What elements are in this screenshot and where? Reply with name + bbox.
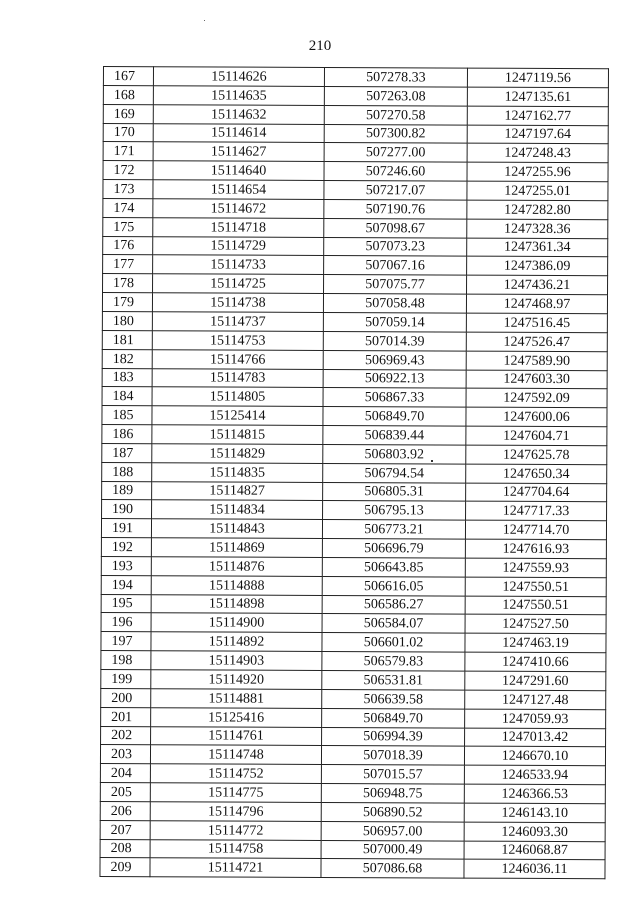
table-row [101, 707, 606, 728]
table-row [101, 594, 606, 615]
point-id-cell: 15114729 [153, 236, 324, 256]
y-coordinate-cell: 1247550.51 [465, 577, 606, 596]
x-coordinate-cell: 507059.14 [323, 312, 466, 331]
x-coordinate-cell: 506948.75 [321, 784, 464, 803]
row-number-cell: 205 [100, 783, 150, 802]
y-coordinate-cell: 1247550.51 [465, 596, 606, 615]
table-row [103, 236, 608, 257]
point-id-cell: 15114892 [151, 632, 322, 652]
x-coordinate-cell: 506643.85 [322, 557, 465, 576]
x-coordinate-cell: 507246.60 [324, 162, 467, 181]
point-id-cell: 15114783 [152, 368, 323, 388]
row-number-cell: 187 [102, 443, 152, 462]
table-row [103, 67, 608, 88]
table-row [100, 801, 605, 822]
point-id-cell: 15114796 [150, 802, 321, 822]
point-id-cell: 15114835 [152, 462, 323, 482]
x-coordinate-cell: 506969.43 [323, 350, 466, 369]
scan-dot [431, 460, 433, 462]
point-id-cell: 15114772 [150, 820, 321, 840]
table-row [103, 198, 608, 219]
table-row [101, 575, 606, 596]
table-row [102, 406, 607, 427]
page-number: 210 [308, 38, 332, 54]
table-row [102, 368, 607, 389]
row-number-cell: 175 [103, 217, 153, 236]
y-coordinate-cell: 1247714.70 [465, 520, 606, 539]
y-coordinate-cell: 1247255.96 [467, 162, 608, 181]
y-coordinate-cell: 1246366.53 [464, 784, 605, 803]
x-coordinate-cell: 506867.33 [323, 388, 466, 407]
y-coordinate-cell: 1247059.93 [465, 709, 606, 728]
row-number-cell: 188 [102, 462, 152, 481]
table-row [100, 839, 605, 860]
row-number-cell: 184 [102, 387, 152, 406]
row-number-cell: 170 [103, 123, 153, 142]
y-coordinate-cell: 1247197.64 [467, 125, 608, 144]
x-coordinate-cell: 507067.16 [324, 256, 467, 275]
y-coordinate-cell: 1247386.09 [467, 257, 608, 276]
y-coordinate-cell: 1246533.94 [464, 765, 605, 784]
x-coordinate-cell: 507058.48 [323, 294, 466, 313]
x-coordinate-cell: 506601.02 [322, 633, 465, 652]
y-coordinate-cell: 1246093.30 [464, 822, 605, 841]
x-coordinate-cell: 507014.39 [323, 331, 466, 350]
y-coordinate-cell: 1247559.93 [465, 558, 606, 577]
point-id-cell: 15114815 [152, 425, 323, 445]
row-number-cell: 167 [103, 67, 153, 86]
y-coordinate-cell: 1247516.45 [466, 313, 607, 332]
x-coordinate-cell: 506794.54 [323, 463, 466, 482]
table-row [102, 443, 607, 464]
point-id-cell: 15114920 [151, 670, 322, 690]
row-number-cell: 206 [100, 801, 150, 820]
row-number-cell: 182 [102, 349, 152, 368]
row-number-cell: 173 [103, 180, 153, 199]
row-number-cell: 202 [101, 726, 151, 745]
x-coordinate-cell: 506839.44 [323, 425, 466, 444]
x-coordinate-cell: 507073.23 [324, 237, 467, 256]
x-coordinate-cell: 506584.07 [322, 614, 465, 633]
x-coordinate-cell: 507217.07 [324, 181, 467, 200]
x-coordinate-cell: 507086.68 [321, 859, 464, 878]
y-coordinate-cell: 1247650.34 [466, 464, 607, 483]
table-row [101, 519, 606, 540]
point-id-cell: 15114876 [151, 557, 322, 577]
row-number-cell: 207 [100, 820, 150, 839]
table-row [101, 632, 606, 653]
table-row [103, 161, 608, 182]
table-row [100, 783, 605, 804]
x-coordinate-cell: 507015.57 [321, 765, 464, 784]
row-number-cell: 178 [103, 274, 153, 293]
x-coordinate-cell: 506849.70 [323, 407, 466, 426]
row-number-cell: 185 [102, 406, 152, 425]
point-id-cell: 15114766 [152, 349, 323, 369]
row-number-cell: 189 [102, 481, 152, 500]
point-id-cell: 15114752 [150, 764, 321, 784]
x-coordinate-cell: 506795.13 [323, 501, 466, 520]
table-row [102, 311, 607, 332]
point-id-cell: 15114672 [153, 199, 324, 219]
y-coordinate-cell: 1247162.77 [467, 106, 608, 125]
row-number-cell: 201 [101, 707, 151, 726]
row-number-cell: 200 [101, 688, 151, 707]
y-coordinate-cell: 1247119.56 [467, 68, 608, 87]
point-id-cell: 15114834 [152, 500, 323, 520]
point-id-cell: 15114640 [153, 161, 324, 181]
point-id-cell: 15114775 [150, 783, 321, 803]
y-coordinate-cell: 1247717.33 [466, 501, 607, 520]
x-coordinate-cell: 507278.33 [324, 67, 467, 86]
x-coordinate-cell: 507000.49 [321, 840, 464, 859]
point-id-cell: 15114758 [150, 839, 321, 859]
y-coordinate-cell: 1247592.09 [466, 388, 607, 407]
coordinates-table-body [100, 67, 609, 879]
x-coordinate-cell: 506922.13 [323, 369, 466, 388]
point-id-cell: 15114881 [151, 689, 322, 709]
x-coordinate-cell: 507098.67 [324, 218, 467, 237]
row-number-cell: 186 [102, 425, 152, 444]
point-id-cell: 15114614 [153, 123, 324, 143]
row-number-cell: 183 [102, 368, 152, 387]
table-row [101, 669, 606, 690]
coordinates-table [99, 66, 609, 879]
point-id-cell: 15114748 [150, 745, 321, 765]
point-id-cell: 15114903 [151, 651, 322, 671]
y-coordinate-cell: 1247255.01 [467, 181, 608, 200]
row-number-cell: 191 [101, 519, 151, 538]
x-coordinate-cell: 507300.82 [324, 124, 467, 143]
point-id-cell: 15114761 [151, 726, 322, 746]
row-number-cell: 204 [100, 764, 150, 783]
table-row [102, 500, 607, 521]
row-number-cell: 179 [102, 293, 152, 312]
row-number-cell: 209 [100, 858, 150, 877]
y-coordinate-cell: 1247282.80 [467, 200, 608, 219]
y-coordinate-cell: 1247410.66 [465, 652, 606, 671]
y-coordinate-cell: 1247291.60 [465, 671, 606, 690]
y-coordinate-cell: 1247526.47 [466, 332, 607, 351]
x-coordinate-cell: 506579.83 [322, 652, 465, 671]
x-coordinate-cell: 506531.81 [322, 670, 465, 689]
y-coordinate-cell: 1246670.10 [464, 746, 605, 765]
y-coordinate-cell: 1247468.97 [466, 294, 607, 313]
x-coordinate-cell: 507277.00 [324, 143, 467, 162]
point-id-cell: 15114721 [150, 858, 321, 878]
y-coordinate-cell: 1247600.06 [466, 407, 607, 426]
row-number-cell: 194 [101, 575, 151, 594]
table-row [103, 104, 608, 125]
x-coordinate-cell: 507018.39 [321, 746, 464, 765]
row-number-cell: 208 [100, 839, 150, 858]
table-row [103, 274, 608, 295]
table-row [101, 613, 606, 634]
point-id-cell: 15114725 [153, 274, 324, 294]
y-coordinate-cell: 1246068.87 [464, 841, 605, 860]
point-id-cell: 15114627 [153, 142, 324, 162]
x-coordinate-cell: 506957.00 [321, 821, 464, 840]
y-coordinate-cell: 1247013.42 [465, 728, 606, 747]
row-number-cell: 181 [102, 330, 152, 349]
point-id-cell: 15114827 [152, 481, 323, 501]
table-row [103, 255, 608, 276]
point-id-cell: 15114718 [153, 217, 324, 237]
table-row [100, 745, 605, 766]
x-coordinate-cell: 506773.21 [322, 520, 465, 539]
point-id-cell: 15114843 [151, 519, 322, 539]
table-row [103, 123, 608, 144]
y-coordinate-cell: 1247463.19 [465, 633, 606, 652]
table-row [102, 425, 607, 446]
row-number-cell: 177 [103, 255, 153, 274]
y-coordinate-cell: 1247604.71 [466, 426, 607, 445]
table-row [100, 858, 605, 879]
point-id-cell: 15114733 [153, 255, 324, 275]
point-id-cell: 15114805 [152, 387, 323, 407]
point-id-cell: 15114632 [153, 104, 324, 124]
point-id-cell: 15125414 [152, 406, 323, 426]
y-coordinate-cell: 1247127.48 [465, 690, 606, 709]
table-row [100, 764, 605, 785]
y-coordinate-cell: 1247704.64 [466, 483, 607, 502]
row-number-cell: 192 [101, 538, 151, 557]
point-id-cell: 15114654 [153, 180, 324, 200]
y-coordinate-cell: 1247361.34 [467, 238, 608, 257]
x-coordinate-cell: 506639.58 [322, 689, 465, 708]
table-row [101, 538, 606, 559]
row-number-cell: 198 [101, 651, 151, 670]
point-id-cell: 15114900 [151, 613, 322, 633]
row-number-cell: 199 [101, 669, 151, 688]
table-row [103, 142, 608, 163]
row-number-cell: 193 [101, 556, 151, 575]
x-coordinate-cell: 506586.27 [322, 595, 465, 614]
table-row [103, 180, 608, 201]
scan-speck [204, 20, 205, 21]
x-coordinate-cell: 507263.08 [324, 86, 467, 105]
x-coordinate-cell: 506696.79 [322, 539, 465, 558]
row-number-cell: 169 [103, 104, 153, 123]
row-number-cell: 197 [101, 632, 151, 651]
y-coordinate-cell: 1247589.90 [466, 351, 607, 370]
x-coordinate-cell: 506849.70 [322, 708, 465, 727]
table-row [101, 651, 606, 672]
row-number-cell: 190 [102, 500, 152, 519]
point-id-cell: 15114898 [151, 594, 322, 614]
y-coordinate-cell: 1247625.78 [466, 445, 607, 464]
table-row [101, 726, 606, 747]
point-id-cell: 15114626 [153, 67, 324, 87]
y-coordinate-cell: 1247135.61 [467, 87, 608, 106]
table-row [103, 85, 608, 106]
y-coordinate-cell: 1247603.30 [466, 370, 607, 389]
x-coordinate-cell: 507190.76 [324, 199, 467, 218]
point-id-cell: 15114737 [152, 312, 323, 332]
table-row [102, 293, 607, 314]
row-number-cell: 176 [103, 236, 153, 255]
row-number-cell: 203 [100, 745, 150, 764]
point-id-cell: 15114829 [152, 444, 323, 464]
table-row [102, 330, 607, 351]
row-number-cell: 172 [103, 161, 153, 180]
table-row [102, 349, 607, 370]
table-row [102, 481, 607, 502]
y-coordinate-cell: 1247527.50 [465, 615, 606, 634]
table-row [102, 387, 607, 408]
point-id-cell: 15125416 [151, 707, 322, 727]
row-number-cell: 196 [101, 613, 151, 632]
row-number-cell: 174 [103, 198, 153, 217]
x-coordinate-cell: 506805.31 [323, 482, 466, 501]
x-coordinate-cell: 506890.52 [321, 802, 464, 821]
row-number-cell: 171 [103, 142, 153, 161]
y-coordinate-cell: 1247328.36 [467, 219, 608, 238]
x-coordinate-cell: 507270.58 [324, 105, 467, 124]
point-id-cell: 15114753 [152, 331, 323, 351]
y-coordinate-cell: 1246143.10 [464, 803, 605, 822]
table-row [101, 688, 606, 709]
table-row [101, 556, 606, 577]
x-coordinate-cell: 506803.92 [323, 444, 466, 463]
x-coordinate-cell: 506616.05 [322, 576, 465, 595]
point-id-cell: 15114869 [151, 538, 322, 558]
y-coordinate-cell: 1246036.11 [464, 860, 605, 879]
point-id-cell: 15114738 [152, 293, 323, 313]
row-number-cell: 180 [102, 311, 152, 330]
y-coordinate-cell: 1247436.21 [467, 275, 608, 294]
x-coordinate-cell: 506994.39 [322, 727, 465, 746]
table-row [102, 462, 607, 483]
point-id-cell: 15114888 [151, 575, 322, 595]
row-number-cell: 168 [103, 85, 153, 104]
y-coordinate-cell: 1247616.93 [465, 539, 606, 558]
table-row [100, 820, 605, 841]
x-coordinate-cell: 507075.77 [324, 275, 467, 294]
table-row [103, 217, 608, 238]
y-coordinate-cell: 1247248.43 [467, 143, 608, 162]
row-number-cell: 195 [101, 594, 151, 613]
point-id-cell: 15114635 [153, 86, 324, 106]
